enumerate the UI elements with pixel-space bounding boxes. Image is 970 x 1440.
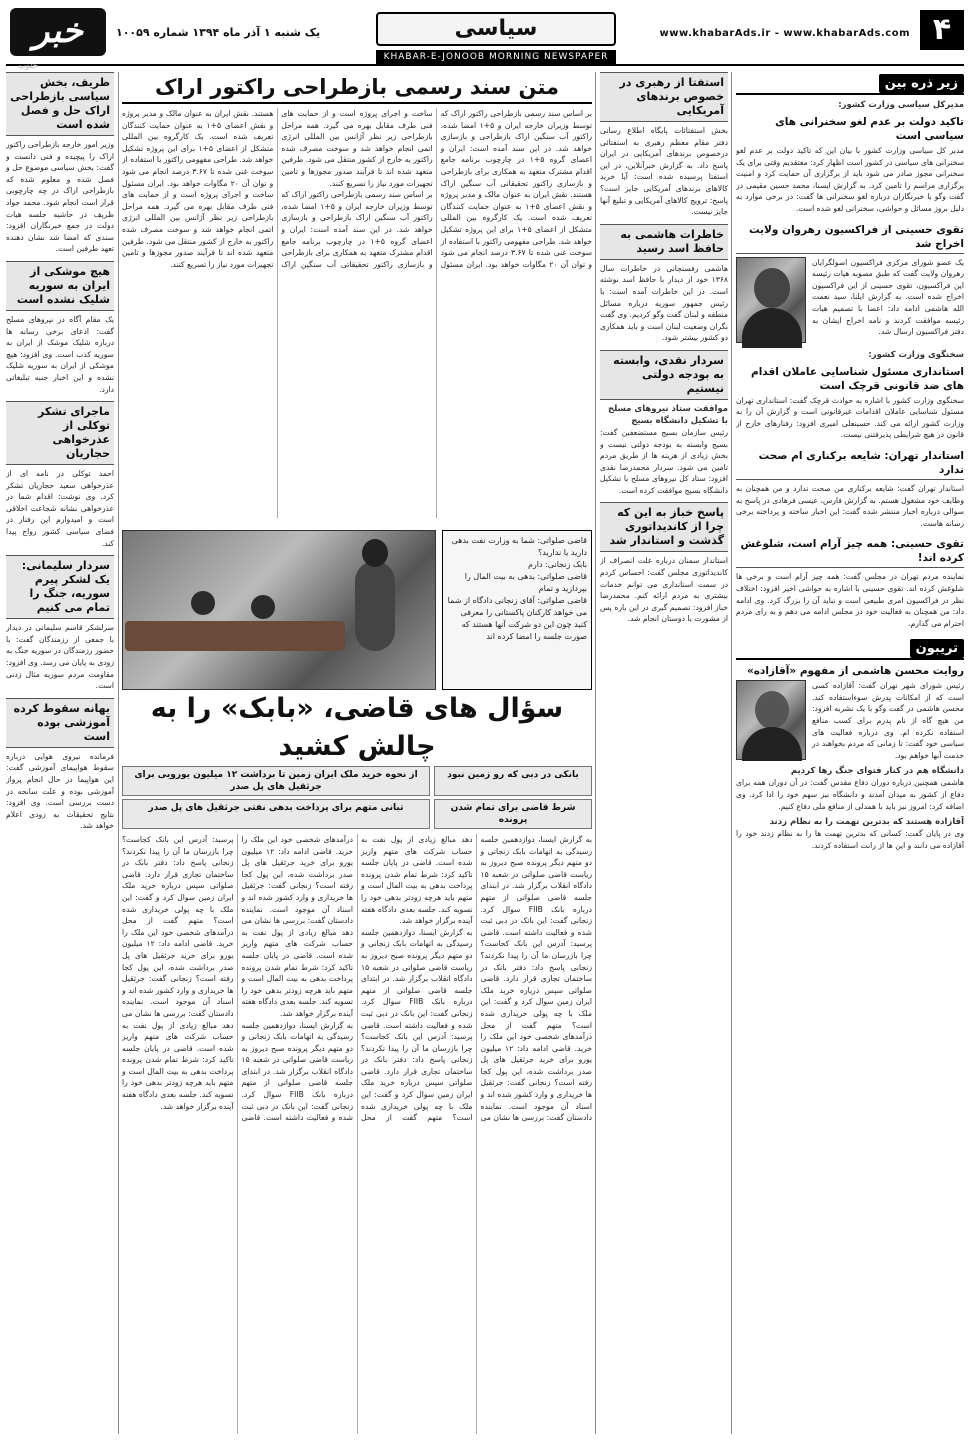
article-title: بهانه سقوط کرده آموزشی بوده است xyxy=(6,698,114,748)
logo-subtext: جنوب xyxy=(18,60,38,70)
article-body: بخش استفتائات پایگاه اطلاع رسانی دفتر مقام معظم رهبری به استفتائی درخصوص برندهای آمریکایی در ایران پاسخ داد. به گزارش خبرآنلاین، در این استفتا پرسیده شده است: آیا خرید کالاهای برندهای آمریکایی جایز است؟ پاسخ: ترویج کالاهای آمریکایی و تبلیغ آنها جایز نیست. xyxy=(600,126,728,217)
second-column xyxy=(600,72,728,1434)
article-title: روایت محسن هاشمی از مفهوم «آقازاده» xyxy=(746,665,964,678)
box-title: تریبون xyxy=(910,639,964,658)
logo-text: خبر xyxy=(32,11,84,51)
article-title: سردار نقدی، وابسته به بودجه دولتی نیستیم xyxy=(600,350,728,400)
photo-figure xyxy=(742,727,802,761)
article-body: هاشمی همچنین درباره دوران دفاع مقدس گفت: در آن دوران همه برای دفاع از کشور به میدان آمدند و دانشگاه نیز سهم خود را ادا کرد. وی اضافه کرد: امروز نیز باید با همدلی از منافع ملی دفاع کنیم. xyxy=(736,778,964,811)
article-body-columns xyxy=(122,834,592,1434)
article-body: سرلشکر قاسم سلیمانی در دیدار با جمعی از رزمندگان گفت: با حضور رزمندگان در سوریه جنگ به زودی به پایان می رسد. وی افزود: مقاومت مردم سوریه مثال زدنی است. xyxy=(6,623,114,691)
subheadline: تبانی متهم برای پرداخت بدهی نفتی جرثقیل های پل صدر xyxy=(122,799,430,829)
article-with-photo xyxy=(736,257,964,343)
trial-story xyxy=(122,530,592,1434)
article-body: وی در پایان گفت: کسانی که بدترین تهمت ها را به نظام زدند خود را آقازاده می دانند و این ها از رانت استفاده کردند. xyxy=(736,829,964,850)
photo-figure xyxy=(125,621,345,651)
site-url[interactable]: www.khabarAds.ir - www.khabarAds.com xyxy=(659,28,910,39)
subheading: دانشگاه هم در کنار فتوای جنگ رها کردیم xyxy=(790,766,964,777)
article-title: پاسخ خباز به این که چرا از کاندیداتوری گذشت و استاندار شد xyxy=(600,502,728,552)
article-body: یک عضو شورای مرکزی فراکسیون اصولگرایان رهروان ولایت گفت که طبق مصوبه هیات رئیسه این فراکسیون، تقوی حسینی از این فراکسیون اخراج شده است. به گزارش ایلنا، سید نعمت الله هاشمی ادامه داد: اعضا با تصمیم هیات رئیسه موافقت کردند و نامه اخراج ایشان به دفتر فراکسیون ارسال شد. xyxy=(812,257,964,337)
column-divider xyxy=(731,72,732,1434)
photo-figure xyxy=(191,591,215,615)
article-body-continued: به گزارش ایسنا، دوازدهمین جلسه رسیدگی به اتهامات بابک زنجانی و دو متهم دیگر پرونده صبح دیروز به ریاست قاضی صلواتی در شعبه ۱۵ دادگاه انقلاب برگزار شد. در ابتدای جلسه قاضی صلواتی از متهم درباره بانک FIIB سوال کرد. زنجانی گفت: این بانک در دبی ثبت شده و فعالیت داشته است. قاضی پرسید: آدرس این بانک کجاست؟ چرا بازرسان ما آن را پیدا نکردند؟ زنجانی پاسخ داد: دفتر بانک در ساختمان تجاری قرار دارد. قاضی صلواتی سپس درباره خرید ملک ایران زمین سوال کرد و گفت: این ملک با چه پولی خریداری شده است؟ متهم گفت از محل درآمدهای شخصی خود این ملک را خرید. قاضی ادامه داد: ۱۲ میلیون یورو برای خرید جرثقیل های پل صدر برداشت شده، این پول کجا رفته است؟ زنجانی گفت: جرثقیل ها خریداری و وارد کشور شده اند و اسناد آن موجود است. نماینده دادستان گفت: بررسی ها نشان می دهد مبالغ زیادی از پول نفت به حساب شرکت های متهم واریز شده است. قاضی در پایان جلسه تاکید کرد: شرط تمام شدن پرونده پرداخت بدهی به بیت المال است و متهم باید هرچه زودتر بدهی خود را تسویه کند. جلسه بعدی دادگاه هفته آینده برگزار خواهد شد. xyxy=(241,835,473,1123)
article-title: سردار سلیمانی: یک لشکر پیرم سوریه، جنگ را تمام می کنیم xyxy=(6,555,114,619)
article-body: به گزارش ایسنا، دوازدهمین جلسه رسیدگی به اتهامات بابک زنجانی و دو متهم دیگر پرونده صبح دیروز به ریاست قاضی صلواتی در شعبه ۱۵ دادگاه انقلاب برگزار شد. در ابتدای جلسه قاضی صلواتی از متهم درباره بانک FIIB سوال کرد. زنجانی گفت: این بانک در دبی ثبت شده و فعالیت داشته است. قاضی پرسید: آدرس این بانک کجاست؟ چرا بازرسان ما آن را پیدا نکردند؟ زنجانی پاسخ داد: دفتر بانک در ساختمان تجاری قرار دارد. قاضی صلواتی سپس درباره خرید ملک ایران زمین سوال کرد و گفت: این ملک با چه پولی خریداری شده است؟ متهم گفت از محل درآمدهای شخصی خود این ملک را خرید. قاضی ادامه داد: ۱۲ میلیون یورو برای خرید جرثقیل های پل صدر برداشت شده، این پول کجا رفته است؟ زنجانی گفت: جرثقیل ها خریداری و وارد کشور شده اند و اسناد آن موجود است. نماینده دادستان گفت: بررسی ها نشان می دهد مبالغ زیادی از پول نفت به حساب شرکت های متهم واریز شده است. قاضی در پایان جلسه تاکید کرد: شرط تمام شدن پرونده پرداخت بدهی به بیت المال است و متهم باید هرچه زودتر بدهی خود را تسویه کند. جلسه بعدی دادگاه هفته آینده برگزار خواهد شد. xyxy=(361,835,592,1123)
main-headline: متن سند رسمی بازطراحی راکتور اراک xyxy=(122,72,592,104)
article-body: وزیر امور خارجه بازطراحی راکتور اراک را پیچیده و فنی دانست و گفت: بخش سیاسی موضوع حل و فصل شده و معلوم شده که بازطراحی اراک در چه چارچوبی قرار است انجام شود. محمد جواد ظریف در حاشیه جلسه هیات دولت در جمع خبرنگاران افزود: سندی که امضا شد نشان دهنده تعهد طرفین است. xyxy=(6,140,114,254)
arak-article xyxy=(122,72,592,522)
article-title: تقوی حسینی: همه چیز آرام است، شلوغش کرده اند! xyxy=(736,535,964,568)
kicker: سخنگوی وزارت کشور: xyxy=(868,349,964,360)
portrait-photo xyxy=(736,680,806,760)
subheadline-strip xyxy=(122,766,592,796)
photo-figure xyxy=(251,595,275,619)
article-body-continued: به گزارش ایسنا، دوازدهمین جلسه رسیدگی به اتهامات بابک زنجانی و دو متهم دیگر پرونده صبح دیروز به ریاست قاضی صلواتی در شعبه ۱۵ دادگاه انقلاب برگزار شد. در ابتدای جلسه قاضی صلواتی از متهم درباره بانک FIIB سوال کرد. زنجانی گفت: این بانک در دبی ثبت شده و فعالیت داشته است. قاضی پرسید: آدرس این بانک کجاست؟ چرا بازرسان ما آن را پیدا نکردند؟ زنجانی پاسخ داد: دفتر بانک در ساختمان تجاری قرار دارد. قاضی صلواتی سپس درباره خرید ملک ایران زمین سوال کرد و گفت: این ملک با چه پولی خریداری شده است؟ متهم گفت از محل درآمدهای شخصی خود این ملک را خرید. قاضی ادامه داد: ۱۲ میلیون یورو برای خرید جرثقیل های پل صدر برداشت شده، این پول کجا رفته است؟ زنجانی گفت: جرثقیل ها خریداری و وارد کشور شده اند و اسناد آن موجود است. نماینده دادستان گفت: بررسی ها نشان می دهد مبالغ زیادی از پول نفت به حساب شرکت های متهم واریز شده است. قاضی در پایان جلسه تاکید کرد: شرط تمام شدن پرونده پرداخت بدهی به بیت المال است و متهم باید هرچه زودتر بدهی خود را تسویه کند. جلسه بعدی دادگاه هفته آینده برگزار خواهد شد. xyxy=(122,835,353,1123)
column-divider xyxy=(118,72,119,1434)
newspaper-logo xyxy=(10,8,106,70)
right-column xyxy=(736,72,964,1434)
left-column xyxy=(6,72,114,1434)
section-title: سیاسی xyxy=(376,12,616,46)
article-body: استاندار تهران گفت: شایعه برکناری من صحت ندارد و من همچنان به وظایف خود مشغول هستم. به گزارش فارس، عیسی فرهادی در پاسخ به سوالی درباره اخبار منتشر شده گفت: این اخبار ساخته و پرداخته برخی رسانه هاست. xyxy=(736,483,964,528)
article-body: رئیس شورای شهر تهران گفت: آقازاده کسی است که از امکانات پدرش سوءاستفاده کند. محسن هاشمی در گفت وگو با یک نشریه افزود: من هیچ گاه از نام پدرم برای کسب منافع استفاده نکرده ام. وی درباره فعالیت های سیاسی خود گفت: تا زمانی که مردم بخواهند در خدمت آنها خواهم بود. xyxy=(812,681,964,760)
article-body: استاندار سمنان درباره علت انصراف از کاندیداتوری مجلس گفت: احساس کردم در سمت استانداری می توانم خدمات بیشتری به مردم ارائه کنم. محمدرضا خباز افزود: تصمیم گیری در این باره پس از مشورت با دوستان انجام شد. xyxy=(600,556,728,624)
article-body-columns xyxy=(122,108,592,518)
photo-figure xyxy=(742,308,802,348)
subheadline: شرط قاضی برای تمام شدن پرونده xyxy=(434,799,592,829)
subheadline: بانکی در دبی که رو زمین نبود xyxy=(434,766,592,796)
subheadline: از نحوه خرید ملک ایران زمین تا برداشت ۱۲ میلیون یورویی برای جرثقیل های پل صدر xyxy=(122,766,430,796)
article-body: بر اساس سند رسمی بازطراحی راکتور اراک که توسط وزیران خارجه ایران و ۵+۱ امضا شده، راکتور آب سنگین اراک بازطراحی و بازسازی خواهد شد. در این سند آمده است: ایران و اعضای گروه ۵+۱ در چارچوب برنامه جامع اقدام مشترک متعهد به همکاری برای بازطراحی و بازسازی راکتور تحقیقاتی آب سنگین اراک هستند. نقش ایران به عنوان مالک و مدیر پروژه و نقش اعضای ۵+۱ به عنوان حمایت کنندگان تعریف شده است. یک کارگروه بین المللی متشکل از اعضای ۵+۱ برای این پروژه تشکیل خواهد شد. طراحی مفهومی راکتور با استفاده از سوخت غنی شده تا ۳.۶۷ درصد انجام می شود و توان آن ۲۰ مگاوات خواهد بود. ایران مسئول ساخت و اجرای پروژه است و از حمایت های فنی طرف مقابل بهره می گیرد. همه مراحل بازطراحی زیر نظر آژانس بین المللی انرژی اتمی انجام خواهد شد و سوخت مصرف شده راکتور به خارج از کشور منتقل می شود. طرفین متعهد شده اند تا فرآیند صدور مجوزها و تامین تجهیزات مورد نیاز را تسریع کنند. xyxy=(281,109,592,269)
box-title: زیر ذره بین xyxy=(879,74,964,93)
article-body: سخنگوی وزارت کشور با اشاره به حوادث قرچک گفت: استانداری تهران مسئول شناسایی عاملان اقدامات غیرقانونی است و گزارش آن را به وزارت کشور ارائه می کند. حسینعلی امیری افزود: رفتارهای خارج از قانون در هیچ شرایطی پذیرفتنی نیست. xyxy=(736,395,964,440)
box-header xyxy=(736,72,964,95)
article-title: هیچ موشکی از ایران به سوریه شلیک نشده است xyxy=(6,261,114,311)
quote-box xyxy=(442,530,592,690)
article-title: خاطرات هاشمی به حافظ اسد رسید xyxy=(600,224,728,260)
article-title: ماجرای تشکر توکلی از عذرخواهی حجاریان xyxy=(6,401,114,465)
trial-top xyxy=(122,530,592,690)
photo-figure xyxy=(754,268,790,308)
photo-figure xyxy=(755,691,789,729)
subheadline-strip xyxy=(122,799,592,829)
article-with-photo xyxy=(736,680,964,761)
article-body-continued: بر اساس سند رسمی بازطراحی راکتور اراک که توسط وزیران خارجه ایران و ۵+۱ امضا شده، راکتور آب سنگین اراک بازطراحی و بازسازی خواهد شد. در این سند آمده است: ایران و اعضای گروه ۵+۱ در چارچوب برنامه جامع اقدام مشترک متعهد به همکاری برای بازطراحی و بازسازی راکتور تحقیقاتی آب سنگین اراک هستند. نقش ایران به عنوان مالک و مدیر پروژه و نقش اعضای ۵+۱ به عنوان حمایت کنندگان تعریف شده است. یک کارگروه بین المللی متشکل از اعضای ۵+۱ برای این پروژه تشکیل خواهد شد. طراحی مفهومی راکتور با استفاده از سوخت غنی شده تا ۳.۶۷ درصد انجام می شود و توان آن ۲۰ مگاوات خواهد بود. ایران مسئول ساخت و اجرای پروژه است و از حمایت های فنی طرف مقابل بهره می گیرد. همه مراحل بازطراحی زیر نظر آژانس بین المللی انرژی اتمی انجام خواهد شد و سوخت مصرف شده راکتور به خارج از کشور منتقل می شود. طرفین متعهد شده اند تا فرآیند صدور مجوزها و تامین تجهیزات مورد نیاز را تسریع کنند. xyxy=(122,109,433,269)
courtroom-photo xyxy=(122,530,436,690)
article-title: استانداری مسئول شناسایی عاملان اقدام های ضد قانونی قرچک است xyxy=(751,365,964,392)
photo-figure xyxy=(355,561,395,651)
photo-figure xyxy=(362,539,388,567)
article-body: یک مقام آگاه در نیروهای مسلح گفت: ادعای برخی رسانه ها درباره شلیک موشک از ایران به سوریه کذب است. وی افزود: هیچ موشکی از ایران به سوریه شلیک نشده و این اخبار جنبه تبلیغاتی دارد. xyxy=(6,314,114,394)
quote-line: قاضی صلواتی: بدهی به بیت المال را بپردازید و تمام xyxy=(464,572,587,593)
article-body: نماینده مردم تهران در مجلس گفت: همه چیز آرام است و برخی ها شلوغش کرده اند. تقوی حسینی با اشاره به حواشی اخیر افزود: اختلاف نظر در فراکسیون امری طبیعی است و نباید آن را بزرگ کرد. وی ادامه داد: من همچنان به فعالیت خود در مجلس ادامه می دهم و به رای مردم احترام می گذارم. xyxy=(736,572,964,628)
quote-line: قاضی صلواتی: آقای زنجانی دادگاه از شما می خواهد کارکنان پاکستانی را معرفی کنید چون این دو شرکت آنها هستند که صورت جلسه را امضا کرده اند xyxy=(447,596,587,641)
article-title: استفتا از رهبری در خصوص برندهای آمریکایی xyxy=(600,72,728,122)
kicker: مدیرکل سیاسی وزارت کشور: xyxy=(838,100,964,110)
article-title: تاکید دولت بر عدم لغو سخنرانی های سیاسی است xyxy=(775,116,964,142)
article-body: مدیر کل سیاسی وزارت کشور با بیان این که تاکید دولت بر عدم لغو سخنرانی های سیاسی در کشور است اظهار کرد: معتقدیم وقتی برای یک سخنرانی مجوز صادر می شود باید از برگزاری آن حمایت کرد و امنیت برگزاری مراسم را تامین کرد. به گزارش ایسنا، محمد حسین مقیمی در گفت وگو با خبرنگاران درباره لغو سخنرانی ها گفت: در برخی موارد به دلیل بروز مسائل و حواشی، سخنرانی لغو شده است. xyxy=(736,146,964,213)
dateline: یک شنبه ۱ آذر ماه ۱۳۹۴ شماره ۱۰۰۵۹ xyxy=(116,26,321,39)
article-body: رئیس سازمان بسیج مستضعفین گفت: بسیج وابسته به بودجه دولتی نیست و بخش زیادی از هزینه ها از طریق مردم تامین می شود. سردار محمدرضا نقدی افزود: ستاد کل نیروهای مسلح با تشکیل دانشگاه بسیج موافقت کرده است. xyxy=(600,427,728,495)
kicker: موافقت ستاد نیروهای مسلح با تشکیل دانشگاه بسیج xyxy=(607,403,728,426)
column-divider xyxy=(595,72,596,1434)
tagline: KHABAR-E-JONOOB MORNING NEWSPAPER xyxy=(376,50,616,64)
box-header xyxy=(736,637,964,660)
trial-headline: سؤال های قاضی، «بابک» را به چالش کشید xyxy=(150,693,564,762)
quote-line: بابک زنجانی: دارم xyxy=(527,560,587,569)
subheading: آقازاده هستند که بدترین تهمت را به نظام زدند xyxy=(769,817,964,828)
article-title: استاندار تهران: شایعه برکناری ام صحت ندارد xyxy=(736,447,964,480)
article-title: تقوی حسینی از فراکسیون رهروان ولایت اخراج شد xyxy=(736,221,964,254)
quote-line: قاضی صلواتی: شما به وزارت نفت بدهی دارید یا ندارید؟ xyxy=(451,536,587,557)
masthead xyxy=(6,6,964,70)
article-body: هاشمی رفسنجانی در خاطرات سال ۱۳۶۸ خود از دیدار با حافظ اسد نوشته است. در این خاطرات آمده است: با رئیس جمهور سوریه درباره مسائل منطقه و لبنان گفت وگو کردیم. وی گفت نگران وضعیت لبنان است و باید همکاری دو کشور بیشتر شود. xyxy=(600,263,728,343)
portrait-photo xyxy=(736,257,806,343)
article-body: فرمانده نیروی هوایی درباره سقوط هواپیمای آموزشی گفت: این هواپیما در حال انجام پرواز آموزشی بوده و علت سانحه در دست بررسی است. وی افزود: نتایج تحقیقات به زودی اعلام خواهد شد. xyxy=(6,751,114,831)
page-number: ۴ xyxy=(920,10,964,50)
article-body: احمد توکلی در نامه ای از عذرخواهی سعید حجاریان تشکر کرد. وی نوشت: اقدام شما در عذرخواهی نشانه شجاعت اخلاقی است و امیدوارم این رفتار در فضای سیاسی کشور رواج پیدا کند. xyxy=(6,469,114,548)
article-title: ظریف، بخش سیاسی بازطراحی اراک حل و فصل شده است xyxy=(6,72,114,136)
